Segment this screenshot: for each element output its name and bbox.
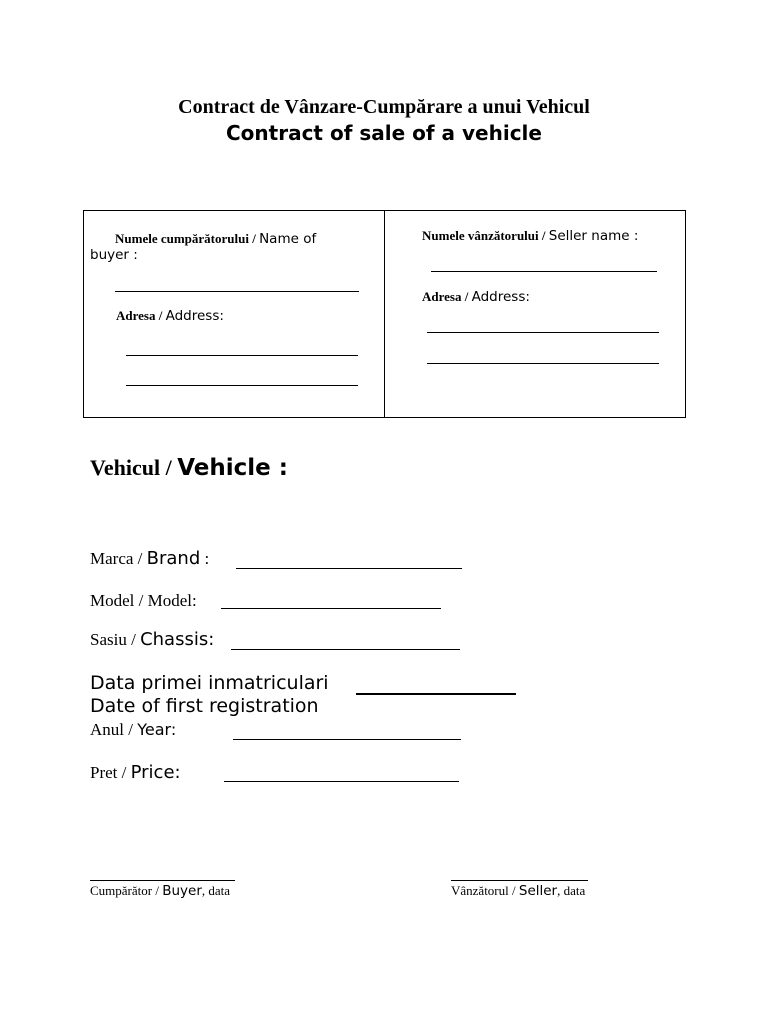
chassis-label [90,629,214,650]
price-field[interactable] [224,781,459,782]
seller-signature-label [451,883,585,899]
buyer-name-label-en-cont: buyer : [90,247,138,263]
buyer-address-label [116,308,224,324]
seller-name-field[interactable] [431,271,657,272]
brand-label-ro: Marca / [90,549,147,568]
buyer-signature-label-ro: Cumpărător / [90,883,163,898]
chassis-field[interactable] [231,649,460,650]
buyer-address-field-2[interactable] [126,385,358,386]
seller-address-label [422,289,530,305]
seller-signature-field[interactable] [451,880,588,881]
vehicle-heading [90,455,288,481]
brand-label-sep: : [200,549,210,568]
vehicle-heading-en: Vehicle : [177,455,288,481]
document-title-romanian: Contract de Vânzare-Cumpărare a unui Vehicul [178,96,590,118]
price-label-ro: Pret / [90,763,131,782]
buyer-signature-field[interactable] [90,880,235,881]
buyer-name-label-en: Name of [259,231,317,247]
seller-address-label-ro: Adresa / [422,289,472,304]
buyer-signature-label-en: Buyer [162,883,202,899]
first-registration-field[interactable] [356,693,516,695]
seller-address-label-en: Address: [471,289,530,305]
buyer-signature-label [90,883,230,899]
seller-signature-label-suffix: , data [557,883,586,898]
seller-signature-label-en: Seller [518,883,558,899]
price-label [90,762,181,783]
year-label-ro: Anul / [90,720,138,739]
model-label: Model / Model: [90,591,197,610]
seller-name-label-en: Seller name : [548,228,639,244]
first-registration-label-ro: Data primei inmatriculari [90,672,329,694]
buyer-address-label-en: Address: [165,308,224,324]
buyer-name-label [115,231,316,247]
buyer-name-label-ro: Numele cumpărătorului / [115,231,260,246]
chassis-label-en: Chassis: [140,629,215,650]
model-field[interactable] [221,608,441,609]
seller-address-field-1[interactable] [427,332,659,333]
seller-signature-label-ro: Vânzătorul / [451,883,519,898]
buyer-address-field-1[interactable] [126,355,358,356]
parties-table [83,210,686,418]
year-label [90,720,176,740]
brand-label [90,548,209,569]
buyer-address-label-ro: Adresa / [116,308,166,323]
buyer-signature-label-suffix: , data [201,883,231,898]
vehicle-heading-ro: Vehicul / [90,455,178,480]
year-field[interactable] [233,739,461,740]
seller-name-label-ro: Numele vânzătorului / [422,228,549,243]
brand-field[interactable] [236,568,462,569]
seller-address-field-2[interactable] [427,363,659,364]
chassis-label-ro: Sasiu / [90,630,141,649]
first-registration-label-en: Date of first registration [90,695,319,717]
buyer-name-label-cont [90,247,138,263]
brand-label-en: Brand [146,548,201,569]
parties-table-divider [384,211,385,417]
buyer-name-field[interactable] [115,291,359,292]
year-label-en: Year: [137,720,177,739]
document-title-english: Contract of sale of a vehicle [226,121,542,145]
price-label-en: Price: [130,762,181,783]
seller-name-label [422,228,638,244]
